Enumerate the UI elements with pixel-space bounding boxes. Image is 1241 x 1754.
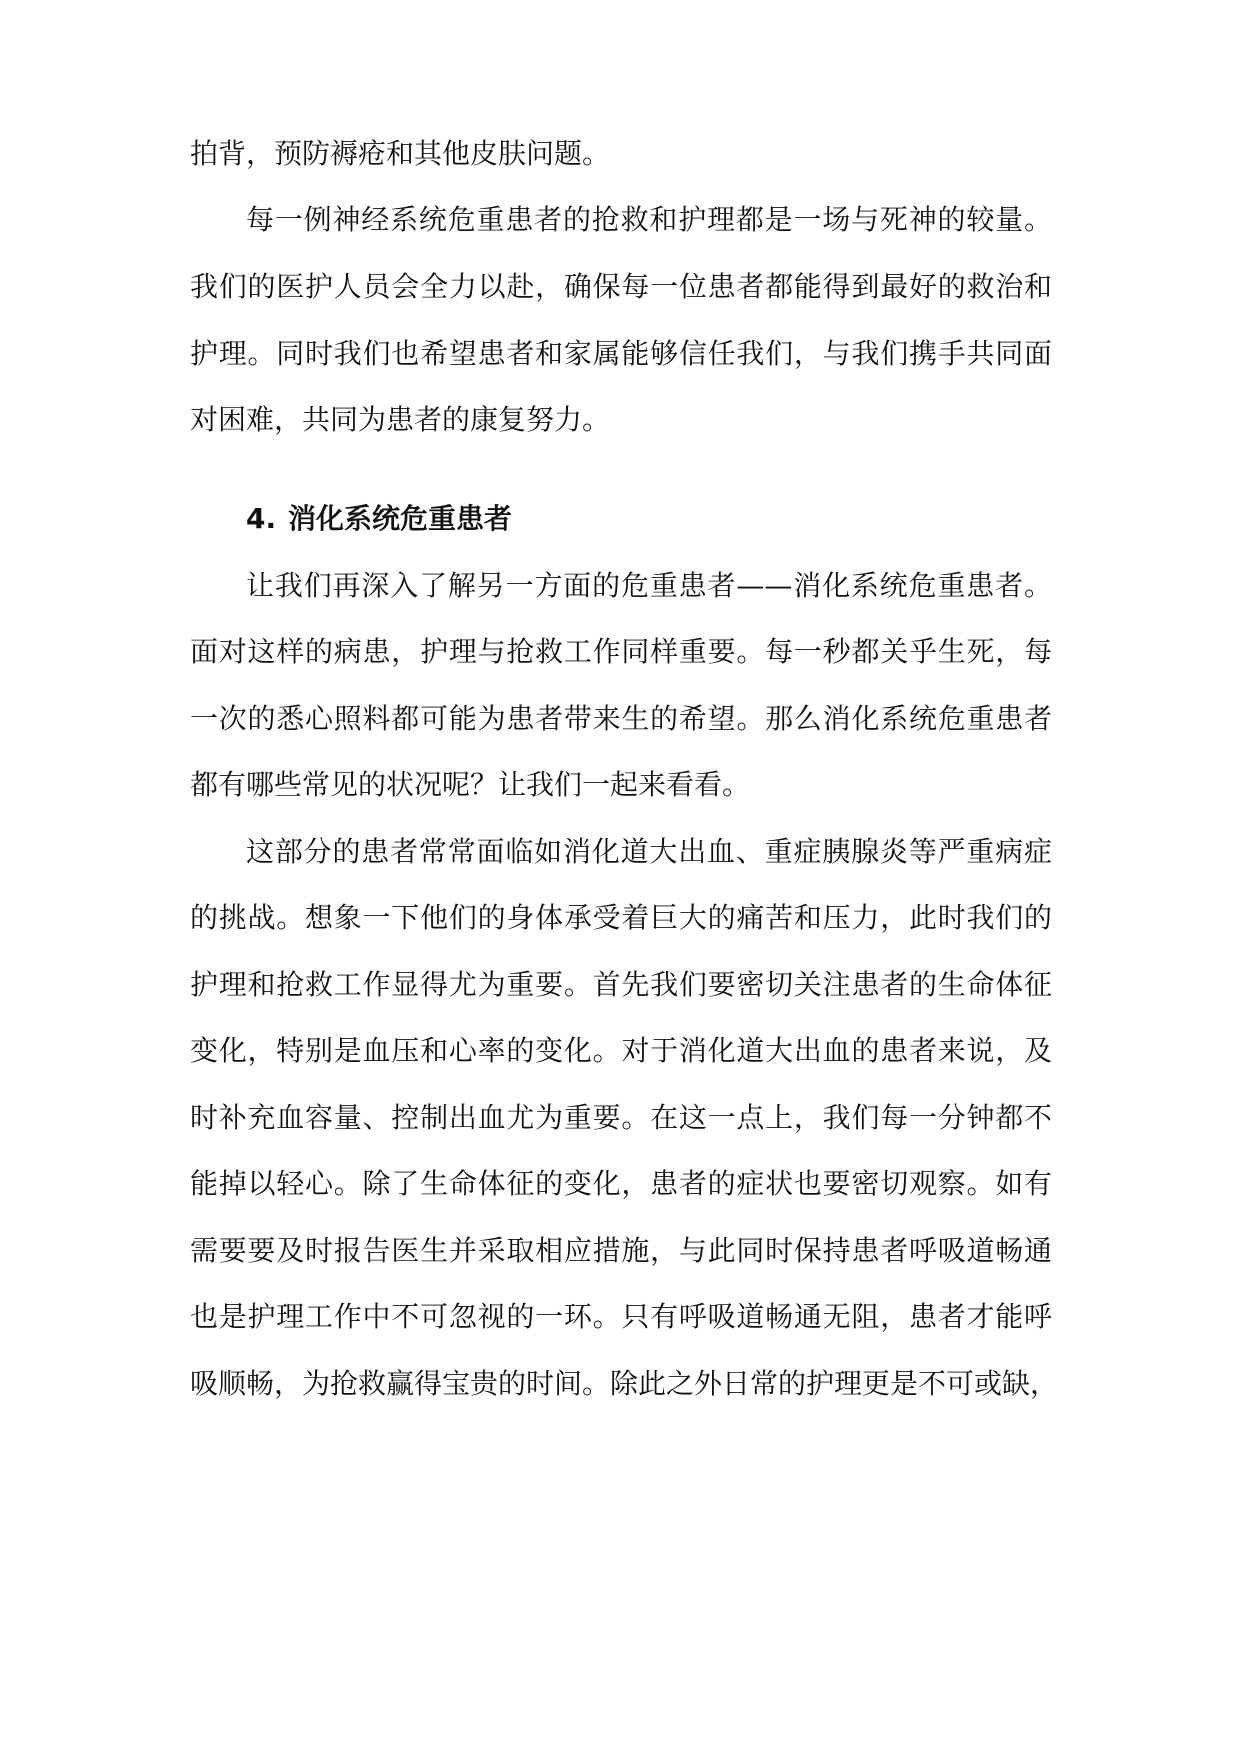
- paragraph-line: 面对这样的病患，护理与抢救工作同样重要。每一秒都关乎生死，每: [190, 635, 1052, 668]
- paragraph-line: 能掉以轻心。除了生命体征的变化，患者的症状也要密切观察。如有: [190, 1167, 1052, 1200]
- paragraph-line: 吸顺畅，为抢救赢得宝贵的时间。除此之外日常的护理更是不可或缺，: [190, 1367, 1059, 1400]
- paragraph-line: 护理。同时我们也希望患者和家属能够信任我们，与我们携手共同面: [190, 337, 1052, 370]
- paragraph-line: 这部分的患者常常面临如消化道大出血、重症胰腺炎等严重病症: [246, 835, 1052, 868]
- paragraph-line: 拍背，预防褥疮和其他皮肤问题。: [190, 137, 611, 170]
- paragraph-line: 每一例神经系统危重患者的抢救和护理都是一场与死神的较量。: [246, 203, 1052, 236]
- paragraph-line: 的挑战。想象一下他们的身体承受着巨大的痛苦和压力，此时我们的: [190, 901, 1052, 934]
- paragraph-line: 一次的悉心照料都可能为患者带来生的希望。那么消化系统危重患者: [190, 702, 1052, 735]
- paragraph-line: 我们的医护人员会全力以赴，确保每一位患者都能得到最好的救治和: [190, 270, 1052, 303]
- paragraph-line: 变化，特别是血压和心率的变化。对于消化道大出血的患者来说，及: [190, 1034, 1052, 1067]
- paragraph-line: 时补充血容量、控制出血尤为重要。在这一点上，我们每一分钟都不: [190, 1101, 1052, 1134]
- section-title: 消化系统危重患者: [288, 502, 513, 535]
- paragraph-line: 也是护理工作中不可忽视的一环。只有呼吸道畅通无阻，患者才能呼: [190, 1300, 1052, 1333]
- section-heading: [246, 499, 512, 539]
- paragraph-line: 对困难，共同为患者的康复努力。: [190, 403, 611, 436]
- paragraph-line: 护理和抢救工作显得尤为重要。首先我们要密切关注患者的生命体征: [190, 968, 1052, 1001]
- paragraph-line: 让我们再深入了解另一方面的危重患者——消化系统危重患者。: [246, 569, 1052, 602]
- paragraph-line: 都有哪些常见的状况呢？让我们一起来看看。: [190, 768, 751, 801]
- section-number: 4.: [246, 502, 277, 535]
- paragraph-line: 需要要及时报告医生并采取相应措施，与此同时保持患者呼吸道畅通: [190, 1234, 1052, 1267]
